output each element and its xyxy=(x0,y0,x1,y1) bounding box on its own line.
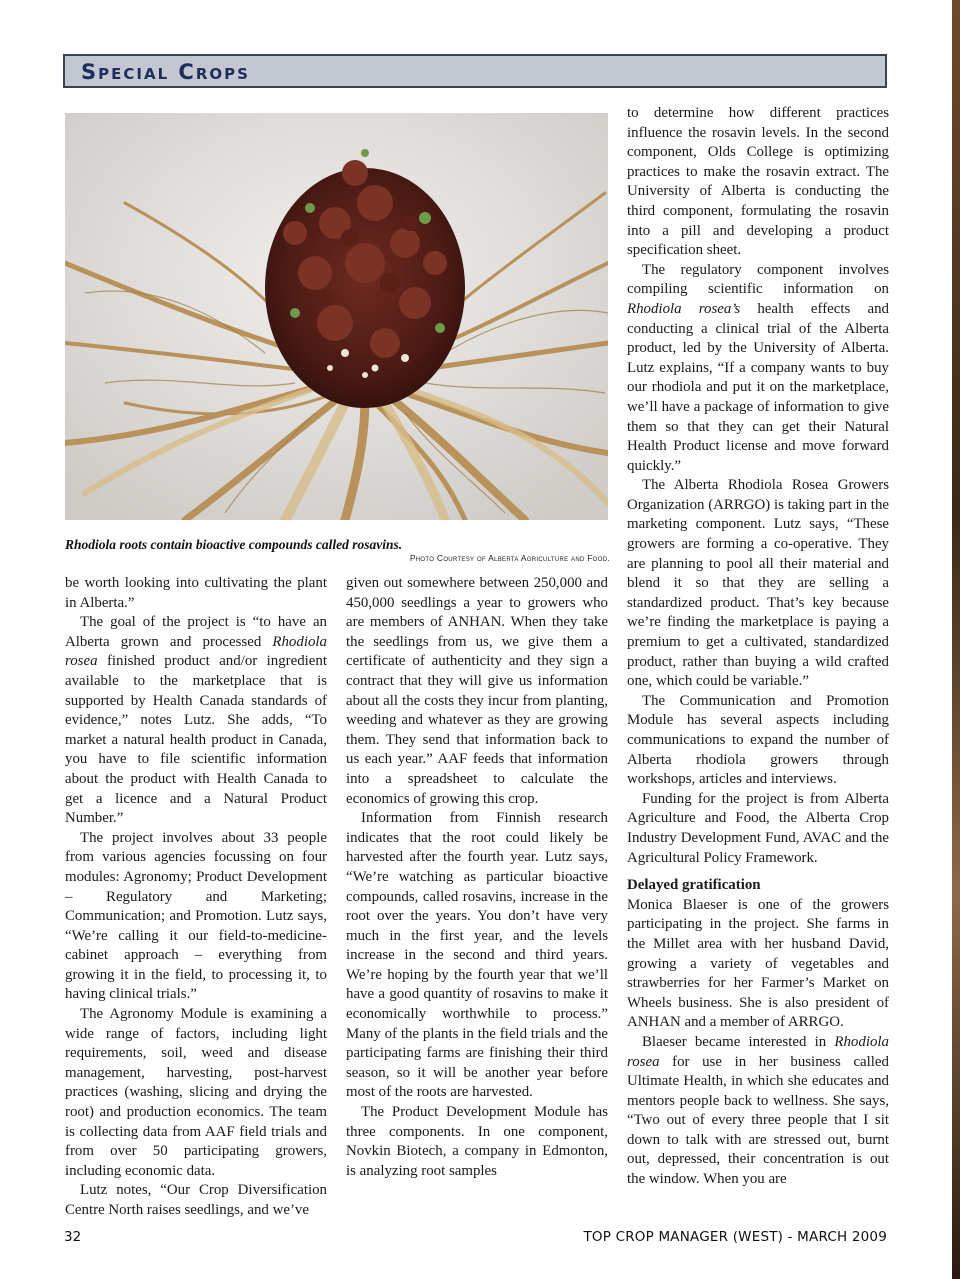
paragraph: Blaeser became interested in Rhodiola rosea for use in her business called Ultimate Health, in which she educates and mentors people back to wellness. She says, “Two out of every three people that I sit down to talk with are stressed out, burnt out, depressed, their concentration is out the window. When you are xyxy=(627,1033,889,1188)
subheading: Delayed gratification xyxy=(627,877,761,894)
rhodiola-roots-illustration xyxy=(65,113,608,520)
section-header-band xyxy=(63,54,887,88)
paragraph: given out somewhere between 250,000 and 450,000 seedlings a year to growers who are members of ANHAN. When they take the seedlings from us, we give them a certificate of authenticity and they sign a contract that they will give us information about all the costs they incur from planting, weeding and whatever as they are growing them. They send that information back to us each year.” AAF feeds that information into a spreadsheet to calculate the economics of growing this crop. xyxy=(346,575,608,807)
paragraph: Information from Finnish research indicates that the root could likely be harvested after the fourth year. Lutz says, “We’re watching as particular bioactive compounds, called rosavins, increase in the root over the years. You don’t have very much in the first year, and the levels increase in the second and third years. We’re hoping by the fourth year that we’ll have a good quantity of rosavins to make it economically worthwhile to process.” Many of the plants in the field trials and the participating farms are finishing their third season, so it will be another year before most of the roots are harvested. xyxy=(346,810,608,1101)
photo-caption: Rhodiola roots contain bioactive compounds called rosavins. xyxy=(65,537,403,552)
rhodiola-roots-photo xyxy=(65,113,608,520)
section-title: Special Crops xyxy=(81,60,250,84)
paragraph: The Alberta Rhodiola Rosea Growers Organization (ARRGO) is taking part in the marketing component. Lutz says, “These growers are forming a co-operative. They are planning to pool all their material and blend it so that they are selling a standardized product. That’s key because we’re finding the marketplace is paying a premium to get a cultivated, standardized product, rather than buying a wild crafted one, which could be variable.” xyxy=(627,477,889,690)
paragraph: The project involves about 33 people from various agencies focussing on four modules: Agronomy; Product Development – Regulatory and Marketing; Communication; and Promotion. Lutz says, “We’re calling it our field-to-medicine-cabinet approach – everything from growing it in the field, to processing it, to having clinical trials.” xyxy=(65,829,327,1003)
paragraph: be worth looking into cultivating the plant in Alberta.” xyxy=(65,575,327,611)
article-column-2 xyxy=(346,574,608,1181)
article-column-3 xyxy=(627,104,889,1190)
paragraph: The goal of the project is “to have an Alberta grown and processed Rhodiola rosea finished product and/or ingredient available to the marketplace that is supported by Health Canada standards of evidence,” notes Lutz. She adds, “To market a natural health product in Canada, you have to file scientific information about the product with Health Canada to get a licence and a Natural Product Number.” xyxy=(65,614,327,827)
paragraph: Funding for the project is from Alberta Agriculture and Food, the Alberta Crop Industry Development Fund, AVAC and the Agricultural Policy Framework. xyxy=(627,790,889,866)
paragraph: The regulatory component involves compiling scientific information on Rhodiola rosea’s health effects and conducting a clinical trial of the Alberta product, led by the University of Alberta. Lutz explains, “If a company wants to buy our rhodiola and put it on the marketplace, we’ll have a package of information to give them so that they can get their Natural Health Product license and move forward quickly.” xyxy=(627,261,889,474)
paragraph: Lutz notes, “Our Crop Diversification Centre North raises seedlings, and we’ve xyxy=(65,1182,327,1218)
paragraph: The Product Development Module has three components. In one component, Novkin Biotech, a company in Edmonton, is analyzing root samples xyxy=(346,1104,608,1179)
paragraph: The Agronomy Module is examining a wide range of factors, including light requirements, soil, weed and disease management, harvesting, post-harvest practices (washing, slicing and drying the root) and production economics. The team is collecting data from AAF field trials and from over 50 participating growers, including economic data. xyxy=(65,1006,327,1179)
page-number: 32 xyxy=(64,1229,82,1245)
page-edge-decoration xyxy=(952,0,960,1279)
publication-footer: TOP CROP MANAGER (WEST) - MARCH 2009 xyxy=(583,1229,887,1245)
paragraph: The Communication and Promotion Module has several aspects including communications to expand the number of Alberta rhodiola growers through workshops, articles and interviews. xyxy=(627,692,889,788)
paragraph: to determine how different practices influence the rosavin levels. In the second component, Olds College is optimizing practices to make the rosavin extract. The University of Alberta is conducting the third component, formulating the rosavin into a pill and developing a product specification sheet. xyxy=(627,105,889,259)
photo-credit: Photo Courtesy of Alberta Agriculture and Food. xyxy=(409,553,610,563)
paragraph: Monica Blaeser is one of the growers participating in the project. She farms in the Millet area with her husband David, growing a variety of vegetables and strawberries for her Farmer’s Market on Wheels business. She is also president of ANHAN and a member of ARRGO. xyxy=(627,896,889,1031)
article-column-1 xyxy=(65,574,327,1221)
